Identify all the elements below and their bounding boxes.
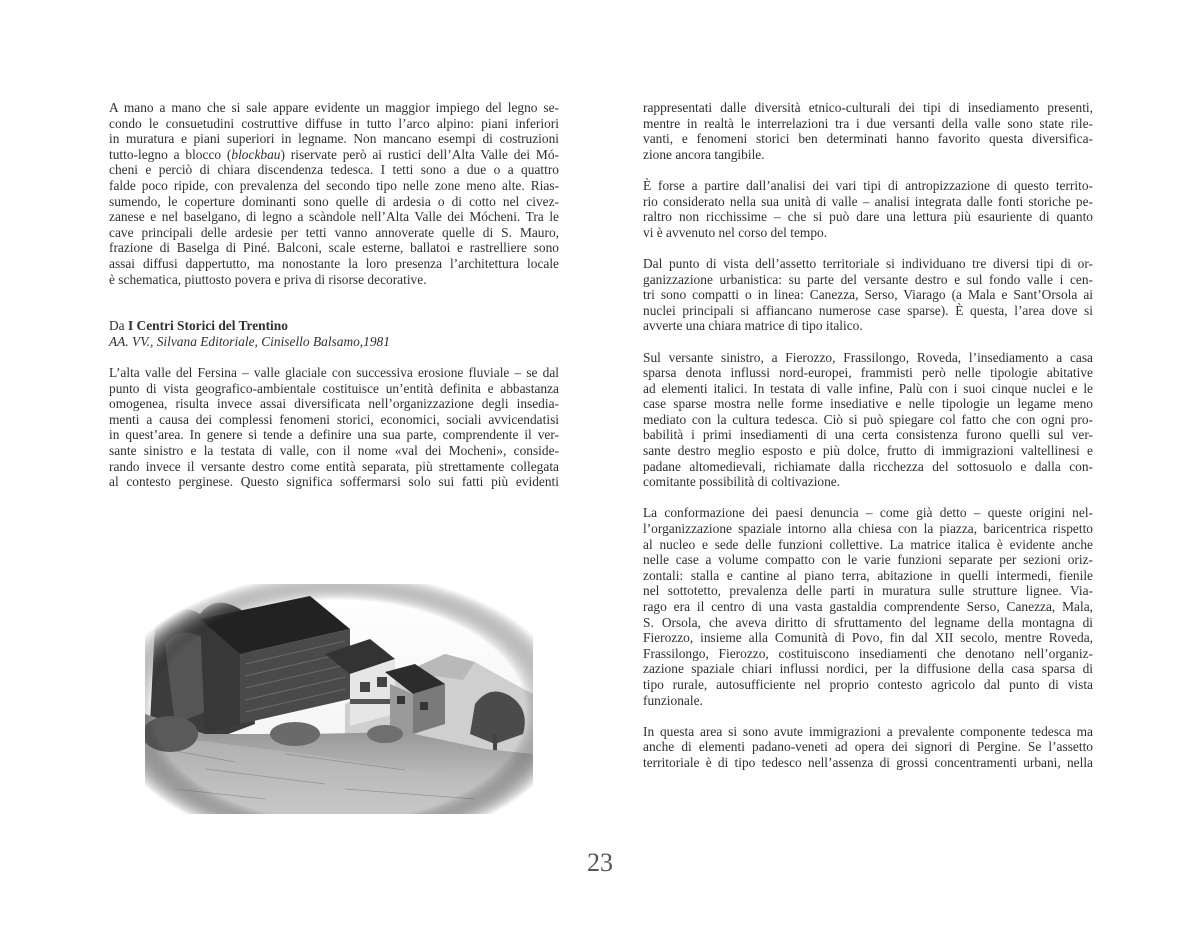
text-line: mentre in realtà le interrelazioni tra i due versanti della valle sono state rile- — [643, 115, 1093, 131]
text-line: raltro non ricchissime – che si può dare una lettura più esauriente di quanto — [643, 209, 1093, 225]
text-line: rio considerato nella sua unità di valle – analisi integrata dalle fonti storiche pe- — [643, 193, 1093, 209]
text-line: babilità i primi insediamenti di una certa consistenza furono quelli sul ver- — [643, 427, 1093, 443]
text-line: rando invece il versante destro come entità separata, più strettamente collegata — [109, 458, 559, 474]
text-line: La conformazione dei paesi denuncia – come già detto – queste origini nel- — [643, 505, 1093, 521]
text-line: comitante possibilità di coltivazione. — [643, 474, 841, 490]
text-line: territoriale è di tipo tedesco nell’assenza di grossi concentramenti urbani, nella — [643, 754, 1093, 770]
text-line: vi è avvenuto nel corso del tempo. — [643, 224, 828, 240]
paragraph — [109, 365, 559, 490]
text-line: in muratura e piani superiori in legname. Non mancano esempi di costruzioni — [109, 131, 559, 147]
text-line: Sul versante sinistro, a Fierozzo, Frassilongo, Roveda, l’insediamento a casa — [643, 349, 1093, 365]
text-line: L’alta valle del Fersina – valle glaciale con successiva erosione fluviale – se dal — [109, 365, 559, 381]
source-title: Da I Centri Storici del Trentino — [109, 318, 288, 334]
text-line: l’organizzazione spaziale intorno alla chiesa con la piazza, baricentrica rispetto — [643, 521, 1093, 537]
right-text-column — [643, 100, 1093, 771]
text-line: menti a causa dei complessi fenomeni storici, economici, sociali avvicendatisi — [109, 411, 559, 427]
text-line: nuclei principali si affiancano numerose case sparse). È questa, l’area dove si — [643, 302, 1093, 318]
text-line: ganizzazione urbanistica: su parte del versante destro e sul fondo valle i cen- — [643, 271, 1093, 287]
text-line: frazione di Baselga di Piné. Balconi, scale esterne, ballatoi e rastrelliere sono — [109, 240, 559, 256]
paragraph — [643, 505, 1093, 708]
text-line: S. Orsola, che aveva diritto di sfruttamento del legname della montagna di — [643, 614, 1093, 630]
text-line: al contesto perginese. Questo significa soffermarsi solo sui fatti più evidenti — [109, 474, 559, 490]
text-line: sante sinistro e la testata di valle, con il nome «val dei Mocheni», conside- — [109, 443, 559, 459]
source-citation — [109, 318, 559, 349]
italic-term: blockbau — [231, 146, 281, 162]
text-line: nelle case a volume compatto con le varie funzioni separate per sezioni oriz- — [643, 552, 1093, 568]
paragraph — [643, 256, 1093, 334]
paragraph — [643, 350, 1093, 490]
text-line: punto di vista geografico-ambientale costituisce un’entità definita e abbastanza — [109, 380, 559, 396]
text-line: in quest’area. In genere si tende a definire una sua parte, comprendente il ver- — [109, 427, 559, 443]
text-line: zanese e nel baselgano, di legno a scàndole nell’Alta Valle dei Mócheni. Tra le — [109, 209, 559, 225]
text-line: zontali: stalla e cantine al piano terra, abitazione in quelli intermedi, fienile — [643, 567, 1093, 583]
text-line: tri sono compatti o in linea: Canezza, Serso, Viarago (a Mala e Sant’Orsola ai — [643, 287, 1093, 303]
text-line: è schematica, piuttosto povera e priva di risorse decorative. — [109, 271, 427, 287]
text-line: nel sottotetto, prevalenza delle parti in muratura sulle strutture lignee. Via- — [643, 583, 1093, 599]
text-line: tipo rurale, autosufficiente nel proprio contesto agricolo dal punto di vista — [643, 676, 1093, 692]
text-line: cheni e perciò di chiara discendenza tedesca. I tetti sono a due o a quattro — [109, 162, 559, 178]
paragraph — [643, 178, 1093, 240]
village-photo — [145, 584, 533, 814]
paragraph — [643, 724, 1093, 771]
page-number: 23 — [587, 848, 613, 877]
paragraph — [643, 100, 1093, 162]
text-line: al nucleo e sede delle funzioni collettive. La matrice italica è evidente anche — [643, 536, 1093, 552]
text-line: sparsa denota influssi nord-europei, frammisti però nelle tipologie abitative — [643, 365, 1093, 381]
left-text-column — [109, 100, 559, 490]
text-line: È forse a partire dall’analisi dei vari tipi di antropizzazione di questo territo- — [643, 177, 1093, 193]
text-line: Fierozzo, insieme alla Comunità di Povo, fin dal XII secolo, mentre Roveda, — [643, 630, 1093, 646]
text-line: cave principali delle ardesie per tetti vanno annoverate quelle di S. Mauro, — [109, 224, 559, 240]
text-line: falde poco ripide, con prevalenza del secondo tipo nelle zone meno alte. Rias- — [109, 177, 559, 193]
source-subtitle: AA. VV., Silvana Editoriale, Cinisello Balsamo,1981 — [109, 333, 390, 349]
text-line: Dal punto di vista dell’assetto territoriale si individuano tre diversi tipi di or- — [643, 255, 1093, 271]
text-line: sumendo, le coperture dominanti sono quelle di ardesia o di cotto nel civez- — [109, 193, 559, 209]
text-fragment: ) riservate però ai rustici dell’Alta Valle dei Mó- — [280, 146, 559, 162]
text-line: avverte una chiara matrice di tipo italico. — [643, 318, 863, 334]
text-line: vanti, e fenomeni storici ben determinati hanno favorito questa diversifica- — [643, 131, 1093, 147]
text-line: case sparse mostra nelle forme insediative e nelle tipologie un legame meno — [643, 396, 1093, 412]
paragraph — [109, 100, 559, 287]
text-line: condo le consuetudini costruttive diffuse in tutto l’arco alpino: piani inferiori — [109, 115, 559, 131]
text-line: zione ancora tangibile. — [643, 146, 765, 162]
text-fragment: tutto-legno a blocco ( — [109, 146, 232, 162]
text-line: A mano a mano che si sale appare evidente un maggior impiego del legno se- — [109, 100, 559, 115]
text-line: padane altomedievali, richiamate dalla ricchezza del sottosuolo e dalla con- — [643, 458, 1093, 474]
text-line: rappresentati dalle diversità etnico-culturali dei tipi di insediamento presenti, — [643, 100, 1093, 115]
text-line: omogenea, risulta invece assai diversificata nell’organizzazione degli insedia- — [109, 396, 559, 412]
text-line: anche di elementi padano-veneti ad opera dei signori di Pergine. Se l’assetto — [643, 739, 1093, 755]
text-line — [109, 147, 559, 163]
text-line: rago era il centro di una vasta gastaldia comprendente Serso, Canezza, Mala, — [643, 599, 1093, 614]
text-line: ad elementi italici. In testata di valle infine, Palù con i suoi cinque nuclei e le — [643, 380, 1093, 396]
text-line: sante destro meglio esposto e più dolce, frutto di immigrazioni valtellinesi e — [643, 443, 1093, 459]
text-line: In questa area si sono avute immigrazioni a prevalente componente tedesca ma — [643, 723, 1093, 739]
text-line: zazione spaziale chiari influssi nordici, per la diffusione della casa sparsa di — [643, 661, 1093, 677]
text-line: assai diffusi dappertutto, ma nonostante la loro presenza l’architettura locale — [109, 255, 559, 271]
text-line: Frassilongo, Fierozzo, costituiscono insediamenti che denotano nell’organiz- — [643, 645, 1093, 661]
text-line: mediato con la cultura tedesca. Ciò si può spiegare col fatto che con ogni pro- — [643, 411, 1093, 427]
text-line: funzionale. — [643, 692, 703, 708]
